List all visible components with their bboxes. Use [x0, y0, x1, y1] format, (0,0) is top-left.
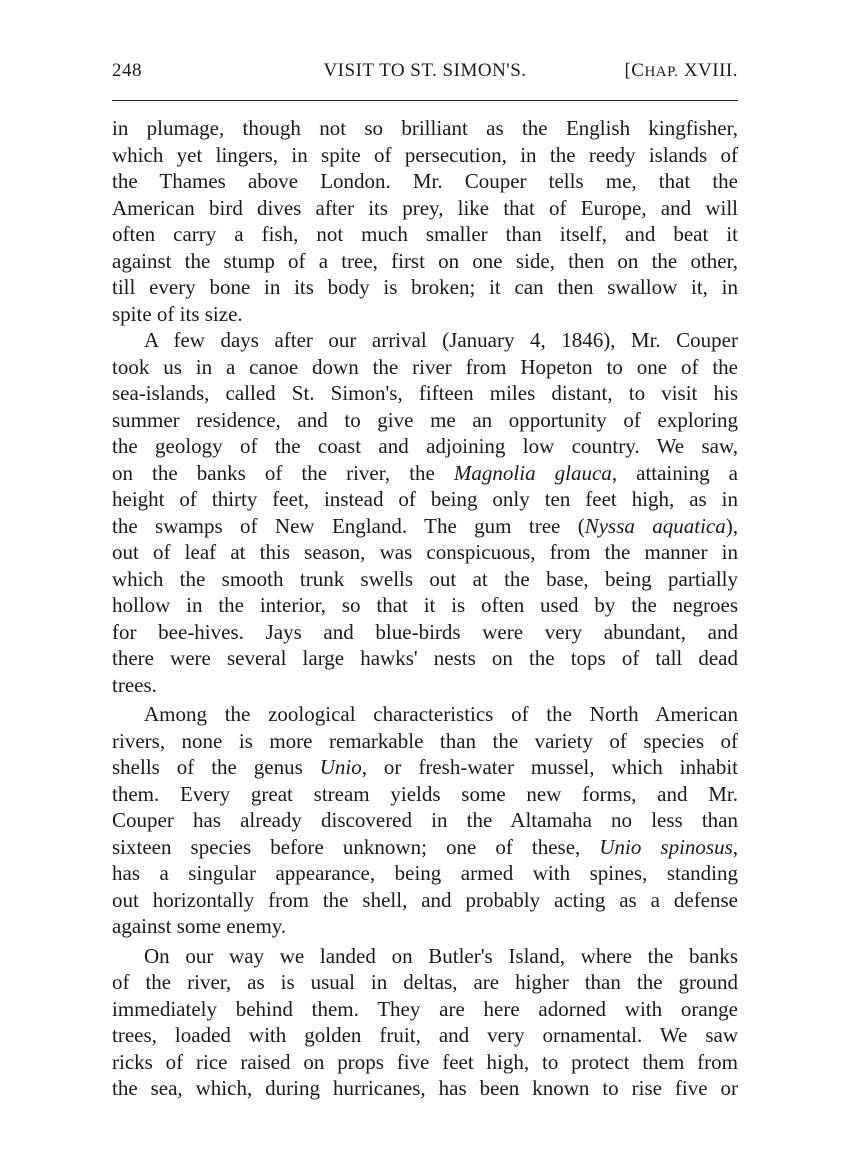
- text-line: ricks of rice raised on props five feet high, to protect them from: [112, 1049, 738, 1074]
- running-header: [112, 60, 738, 84]
- species-name: Nyssa aquatica: [584, 513, 726, 538]
- text-run: sixteen species before unknown; one of these,: [112, 834, 600, 859]
- text-line: in plumage, though not so brilliant as the English kingfisher,: [112, 116, 738, 140]
- text-line: the geology of the coast and adjoining low country. We saw,: [112, 434, 738, 458]
- text-run: , attaining a: [611, 460, 738, 485]
- text-line: summer residence, and to give me an opportunity of exploring: [112, 407, 738, 432]
- running-title: VISIT TO ST. SIMON'S.: [323, 60, 527, 81]
- text-line: [112, 460, 738, 487]
- text-run: shells of the genus: [112, 755, 320, 779]
- text-line: the sea, which, during hurricanes, has been known to rise five or: [112, 1076, 738, 1100]
- paragraph-3: [112, 701, 738, 940]
- text-line: American bird dives after its prey, like that of Europe, and will: [112, 195, 738, 220]
- text-line: took us in a canoe down the river from Hopeton to one of the: [112, 354, 738, 379]
- text-line: immediately behind them. They are here adorned with orange: [112, 996, 738, 1021]
- header-rule: [112, 100, 738, 101]
- text-line: trees, loaded with golden fruit, and very ornamental. We saw: [112, 1023, 738, 1047]
- text-line: often carry a fish, not much smaller than itself, and beat it: [112, 222, 738, 246]
- text-run: the swamps of New England. The gum tree (: [112, 513, 585, 538]
- text-line: hollow in the interior, so that it is often used by the negroes: [112, 593, 738, 617]
- text-line: against the stump of a tree, first on one side, then on the other,: [112, 248, 738, 273]
- text-line: [112, 834, 738, 861]
- text-line: against some enemy.: [112, 914, 287, 938]
- text-run: , or fresh-water mussel, which inhabit: [361, 755, 738, 779]
- text-line: the Thames above London. Mr. Couper tells me, that the: [112, 169, 738, 193]
- paragraph-1: [112, 115, 738, 327]
- text-line: there were several large hawks' nests on the tops of tall dead: [112, 646, 738, 670]
- chapter-label-smallcaps: HAP.: [644, 64, 679, 80]
- text-line: which the smooth trunk swells out at the base, being partially: [112, 566, 738, 591]
- text-line: [112, 754, 738, 781]
- species-name: Magnolia glauca: [453, 460, 612, 485]
- text-line: sea-islands, called St. Simon's, fifteen miles distant, to visit his: [112, 381, 738, 405]
- text-line: which yet lingers, in spite of persecution, in the reedy islands of: [112, 142, 738, 167]
- text-run: ),: [725, 513, 738, 538]
- text-line: rivers, none is more remarkable than the variety of species of: [112, 728, 738, 753]
- text-line: height of thirty feet, instead of being only ten feet high, as in: [112, 487, 738, 511]
- page-number: 248: [112, 60, 142, 81]
- chapter-label-open: [C: [624, 60, 645, 81]
- genus-name: Unio: [319, 755, 362, 779]
- text-line: for bee-hives. Jays and blue-birds were very abundant, and: [112, 619, 738, 644]
- text-line: till every bone in its body is broken; it can then swallow it, in: [112, 275, 738, 299]
- page-body: [112, 115, 738, 1102]
- species-name: Unio spinosus: [599, 834, 733, 859]
- text-line: On our way we landed on Butler's Island, where the banks: [144, 943, 738, 968]
- text-run: on the banks of the river, the: [112, 460, 454, 485]
- paragraph-2: [112, 327, 738, 698]
- text-line: [112, 513, 738, 540]
- text-line: out of leaf at this season, was conspicuous, from the manner in: [112, 540, 738, 564]
- text-line: Among the zoological characteristics of the North American: [144, 702, 738, 726]
- text-line: trees.: [112, 672, 157, 697]
- text-line: out horizontally from the shell, and probably acting as a defense: [112, 887, 738, 912]
- paragraph-4: [112, 943, 738, 1102]
- chapter-label-number: XVIII.: [678, 60, 738, 81]
- text-line: has a singular appearance, being armed with spines, standing: [112, 861, 738, 885]
- text-line: A few days after our arrival (January 4, 1846), Mr. Couper: [144, 328, 738, 352]
- text-run: ,: [732, 834, 738, 859]
- text-line: them. Every great stream yields some new forms, and Mr.: [112, 781, 738, 806]
- text-line: Couper has already discovered in the Altamaha no less than: [112, 808, 738, 832]
- text-line: of the river, as is usual in deltas, are higher than the ground: [112, 970, 738, 994]
- text-line: spite of its size.: [112, 301, 243, 326]
- chapter-label: [624, 60, 738, 82]
